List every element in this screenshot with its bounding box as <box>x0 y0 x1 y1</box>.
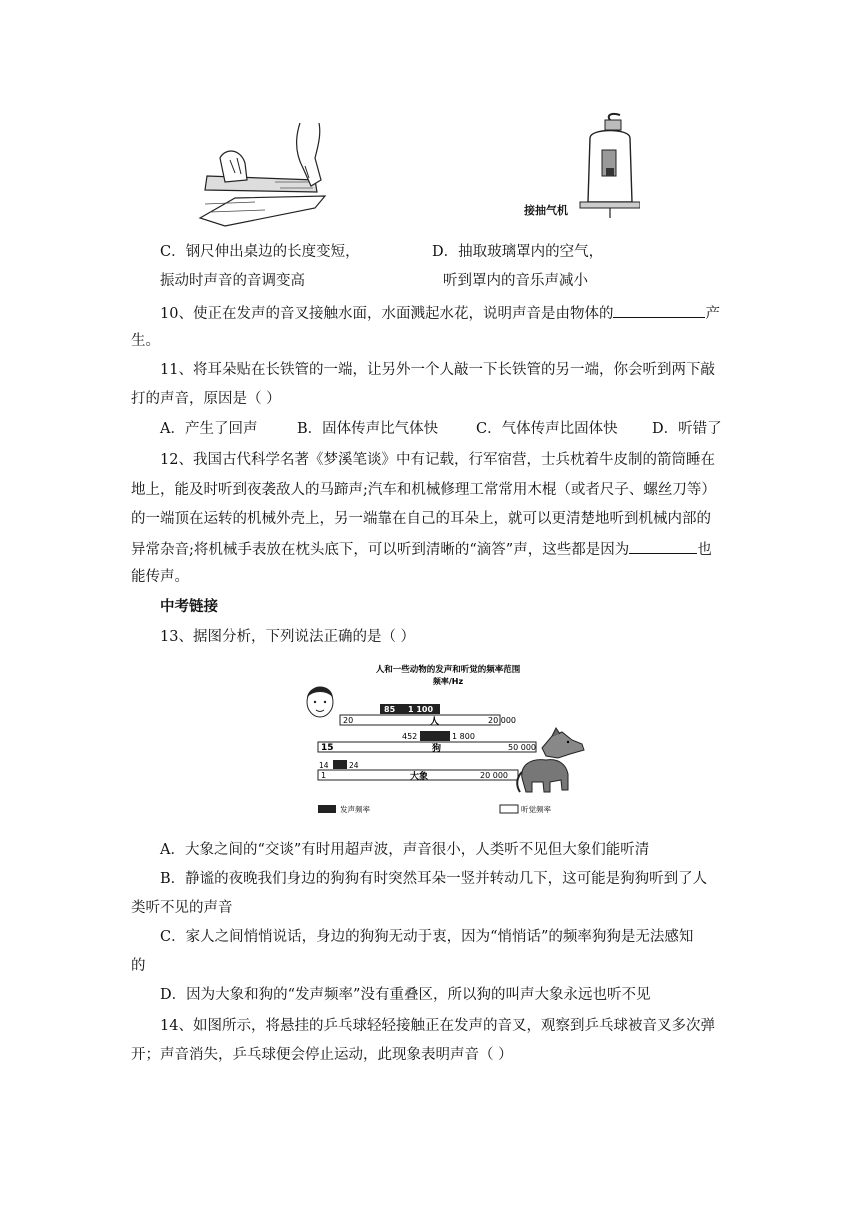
dog-emit-low: 452 <box>402 732 418 741</box>
option-d-line2: 听到罩内的音乐声减小 <box>443 273 588 289</box>
dog-hear-low: 15 <box>321 743 334 753</box>
option-c-line1: C．钢尺伸出桌边的长度变短， <box>160 244 360 260</box>
dog-name: 狗 <box>432 744 442 754</box>
chart-unit: 频率/Hz <box>432 677 464 686</box>
q12-line3: 的一端顶在运转的机械外壳上，另一端靠在自己的耳朵上，就可以更清楚地听到机械内部的 <box>131 511 711 527</box>
q12-line4-after: 也 <box>697 542 712 558</box>
legend-emit-swatch <box>318 805 336 813</box>
elephant-icon <box>517 760 568 792</box>
q13-stem: 13、据图分析，下列说法正确的是（ ） <box>160 629 416 645</box>
q10-line2: 生。 <box>131 333 160 349</box>
option-c-line2: 振动时声音的音调变高 <box>160 273 305 289</box>
q11-line1: 11、将耳朵贴在长铁管的一端，让另外一个人敲一下长铁管的另一端，你会听到两下敲 <box>160 362 715 378</box>
dog-emit-bar <box>420 731 450 741</box>
q13-option-c-line2: 的 <box>131 958 146 974</box>
q14-line2: 开；声音消失，乒乓球便会停止运动，此现象表明声音（ ） <box>131 1047 513 1063</box>
legend-emit-label: 发声频率 <box>340 805 370 814</box>
q10-line1 <box>160 302 720 324</box>
section-heading: 中考链接 <box>160 599 218 615</box>
elephant-emit-bar <box>333 760 347 769</box>
elephant-hear-high: 20 000 <box>480 771 508 780</box>
q10-text-before: 10、使正在发声的音叉接触水面，水面溅起水花，说明声音是由物体的 <box>160 306 614 322</box>
q11-option-a: A．产生了回声 <box>160 421 258 437</box>
vacuum-pump-label: 接抽气机 <box>524 204 568 217</box>
q13-option-b-line2: 类听不见的声音 <box>131 900 233 916</box>
legend-hear-swatch <box>500 805 518 813</box>
human-hear-low: 20 <box>343 716 354 725</box>
elephant-name: 大象 <box>410 772 429 782</box>
option-d-line1: D．抽取玻璃罩内的空气， <box>432 244 604 260</box>
q12-line1: 12、我国古代科学名著《梦溪笔谈》中有记载，行军宿营，士兵枕着牛皮制的箭筒睡在 <box>160 452 715 468</box>
frequency-range-chart <box>300 660 590 820</box>
human-hearing-bar <box>340 715 500 725</box>
q12-answer-blank[interactable] <box>629 538 697 554</box>
q12-line2: 地上，能及时听到夜袭敌人的马蹄声;汽车和机械修理工常常用木棍（或者尺子、螺丝刀等） <box>131 482 716 498</box>
dog-hear-high: 50 000 <box>508 743 536 752</box>
legend-hear-label: 听觉频率 <box>521 805 551 814</box>
q13-option-c-line1: C．家人之间悄悄说话，身边的狗狗无动于衷，因为“悄悄话”的频率狗狗是无法感知 <box>160 929 694 945</box>
dog-hearing-bar <box>318 742 536 752</box>
q13-option-d: D．因为大象和狗的“发声频率”没有重叠区，所以狗的叫声大象永远也听不见 <box>160 987 651 1003</box>
q13-option-a: A．大象之间的“交谈”有时用超声波，声音很小，人类听不见但大象们能听清 <box>160 842 650 858</box>
q14-line1: 14、如图所示，将悬挂的乒乓球轻轻接触正在发声的音叉，观察到乒乓球被音叉多次弹 <box>160 1018 715 1034</box>
dog-emit-high: 1 800 <box>452 732 475 741</box>
elephant-hear-low: 1 <box>321 771 327 780</box>
q13-option-b-line1: B．静谧的夜晚我们身边的狗狗有时突然耳朵一竖并转动几下，这可能是狗狗听到了人 <box>160 871 708 887</box>
human-face-icon <box>307 687 333 717</box>
chart-title: 人和一些动物的发声和听觉的频率范围 <box>375 665 521 675</box>
q10-text-after: 产 <box>705 306 720 322</box>
q10-answer-blank[interactable] <box>613 302 705 318</box>
q12-line5: 能传声。 <box>131 569 189 585</box>
elephant-emit-low: 14 <box>319 761 329 770</box>
q11-line2: 打的声音，原因是（ ） <box>131 391 281 407</box>
human-emit-high: 1 100 <box>408 705 434 714</box>
q12-line4-before: 异常杂音;将机械手表放在枕头底下，可以听到清晰的“滴答”声，这些都是因为 <box>131 542 630 558</box>
q11-option-b: B．固体传声比气体快 <box>297 421 439 437</box>
q12-line4 <box>131 538 712 560</box>
human-emit-low: 85 <box>384 705 396 714</box>
q11-option-c: C．气体传声比固体快 <box>476 421 618 437</box>
human-name: 人 <box>430 717 440 727</box>
q11-option-d: D．听错了 <box>652 421 722 437</box>
dog-head-icon <box>542 728 584 758</box>
ruler-on-desk-figure <box>195 118 330 228</box>
bell-jar-figure <box>520 110 640 220</box>
elephant-emit-high: 24 <box>349 761 359 770</box>
human-hear-high: 20 000 <box>488 716 516 725</box>
